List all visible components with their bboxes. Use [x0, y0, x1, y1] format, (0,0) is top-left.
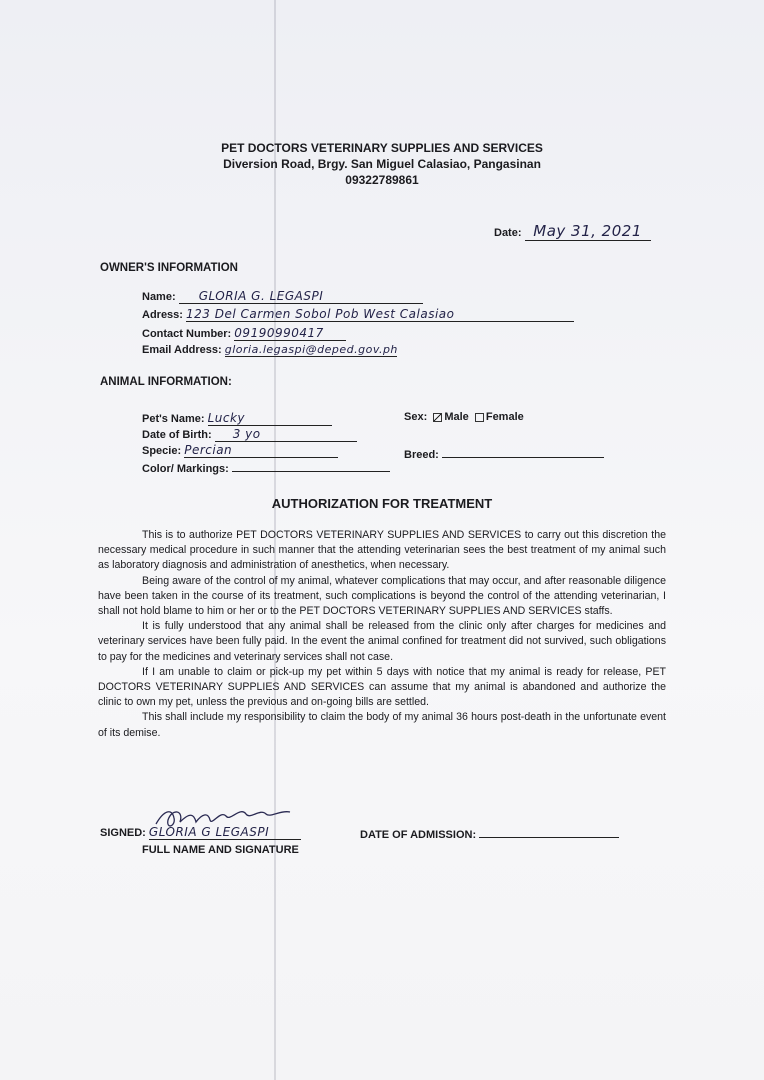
- female-option-label: Female: [485, 411, 524, 423]
- date-field: [494, 222, 651, 241]
- pet-breed-field: [404, 445, 604, 461]
- pet-species-label: Specie:: [142, 445, 182, 457]
- signed-name-value: GLORIA G LEGASPI: [149, 825, 301, 840]
- owner-contact-label: Contact Number:: [142, 328, 232, 340]
- pet-color-label: Color/ Markings:: [142, 463, 229, 475]
- business-address: Diversion Road, Brgy. San Miguel Calasiao, Pangasinan: [223, 157, 541, 171]
- admission-date-value: [479, 825, 619, 838]
- pet-color-field: [142, 459, 390, 475]
- signed-label: SIGNED:: [100, 827, 146, 839]
- pet-name-field: [142, 411, 332, 426]
- pet-dob-field: [142, 427, 357, 442]
- owner-name-field: [142, 289, 423, 304]
- male-option-label: Male: [444, 411, 469, 423]
- owner-email-value: gloria.legaspi@deped.gov.ph: [224, 343, 398, 356]
- authorization-title: AUTHORIZATION FOR TREATMENT: [271, 496, 493, 511]
- authorization-paragraph: This is to authorize PET DOCTORS VETERINARY SUPPLIES AND SERVICES to carry out this discretion the necessary medical procedure in such manner that the attending veterinarian sees the best treatment of my animal such as laboratory diagnosis and administration of anesthetics, when necessary.: [98, 529, 666, 572]
- owner-address-field: [142, 307, 574, 322]
- owner-name-label: Name:: [142, 291, 176, 303]
- owner-contact-field: [142, 326, 346, 341]
- female-checkbox[interactable]: [475, 413, 484, 422]
- letterhead: [0, 140, 764, 188]
- pet-dob-value: 3 yo: [215, 427, 357, 442]
- pet-species-field: [142, 443, 338, 458]
- date-label: Date:: [494, 227, 522, 239]
- date-value: May 31, 2021: [525, 222, 651, 241]
- owner-contact-value: 09190990417: [234, 326, 346, 341]
- authorization-body: [98, 528, 666, 741]
- authorization-paragraph: It is fully understood that any animal shall be released from the clinic only after charges for medicines and veterinary services have been fully paid. In the event the animal confined for treatment did not survived, such obligations to pay for the medicines and veterinary services shall not case.: [98, 620, 666, 663]
- pet-sex-label: Sex:: [404, 411, 428, 423]
- admission-date-field: [360, 825, 619, 841]
- pet-dob-label: Date of Birth:: [142, 429, 212, 441]
- authorization-paragraph: If I am unable to claim or pick-up my pet within 5 days with notice that my animal is ready for release, PET DOCTORS VETERINARY SUPPLIES AND SERVICES can assume that my animal is abandoned and authorize the clinic to own my pet, unless the previous and on-going bills are settled.: [98, 665, 666, 709]
- authorization-paragraph: This shall include my responsibility to claim the body of my animal 36 hours post-death in the unfortunate event of its demise.: [98, 711, 666, 739]
- owner-email-label: Email Address:: [142, 344, 222, 356]
- business-name: PET DOCTORS VETERINARY SUPPLIES AND SERVICES: [221, 141, 543, 155]
- animal-section-title: ANIMAL INFORMATION:: [100, 376, 232, 388]
- pet-name-value: Lucky: [208, 411, 332, 426]
- pet-breed-value: [442, 445, 604, 458]
- owner-name-value: GLORIA G. LEGASPI: [179, 289, 423, 304]
- signature-field: [100, 825, 301, 856]
- owner-address-label: Adress:: [142, 309, 183, 321]
- pet-name-label: Pet's Name:: [142, 413, 205, 425]
- signature-caption: FULL NAME AND SIGNATURE: [142, 844, 299, 856]
- authorization-paragraph: Being aware of the control of my animal, whatever complications that may occur, and after reasonable diligence have been taken in the course of its treatment, such complications is beyond the control of the attending veterinarian, I shall not hold blame to him or her or to the PET DOCTORS VETERINARY SUPPLIES AND SERVICES staffs.: [98, 574, 666, 618]
- pet-color-value: [232, 459, 390, 472]
- male-checkbox[interactable]: [433, 413, 442, 422]
- pet-breed-label: Breed:: [404, 449, 439, 461]
- business-phone: 09322789861: [345, 173, 419, 187]
- pet-sex-field: [404, 411, 524, 423]
- owner-section-title: OWNER'S INFORMATION: [100, 262, 238, 274]
- owner-email-field: [142, 343, 397, 357]
- admission-date-label: DATE OF ADMISSION:: [360, 829, 477, 841]
- owner-address-value: 123 Del Carmen Sobol Pob West Calasiao: [186, 307, 574, 322]
- pet-species-value: Percian: [184, 443, 338, 458]
